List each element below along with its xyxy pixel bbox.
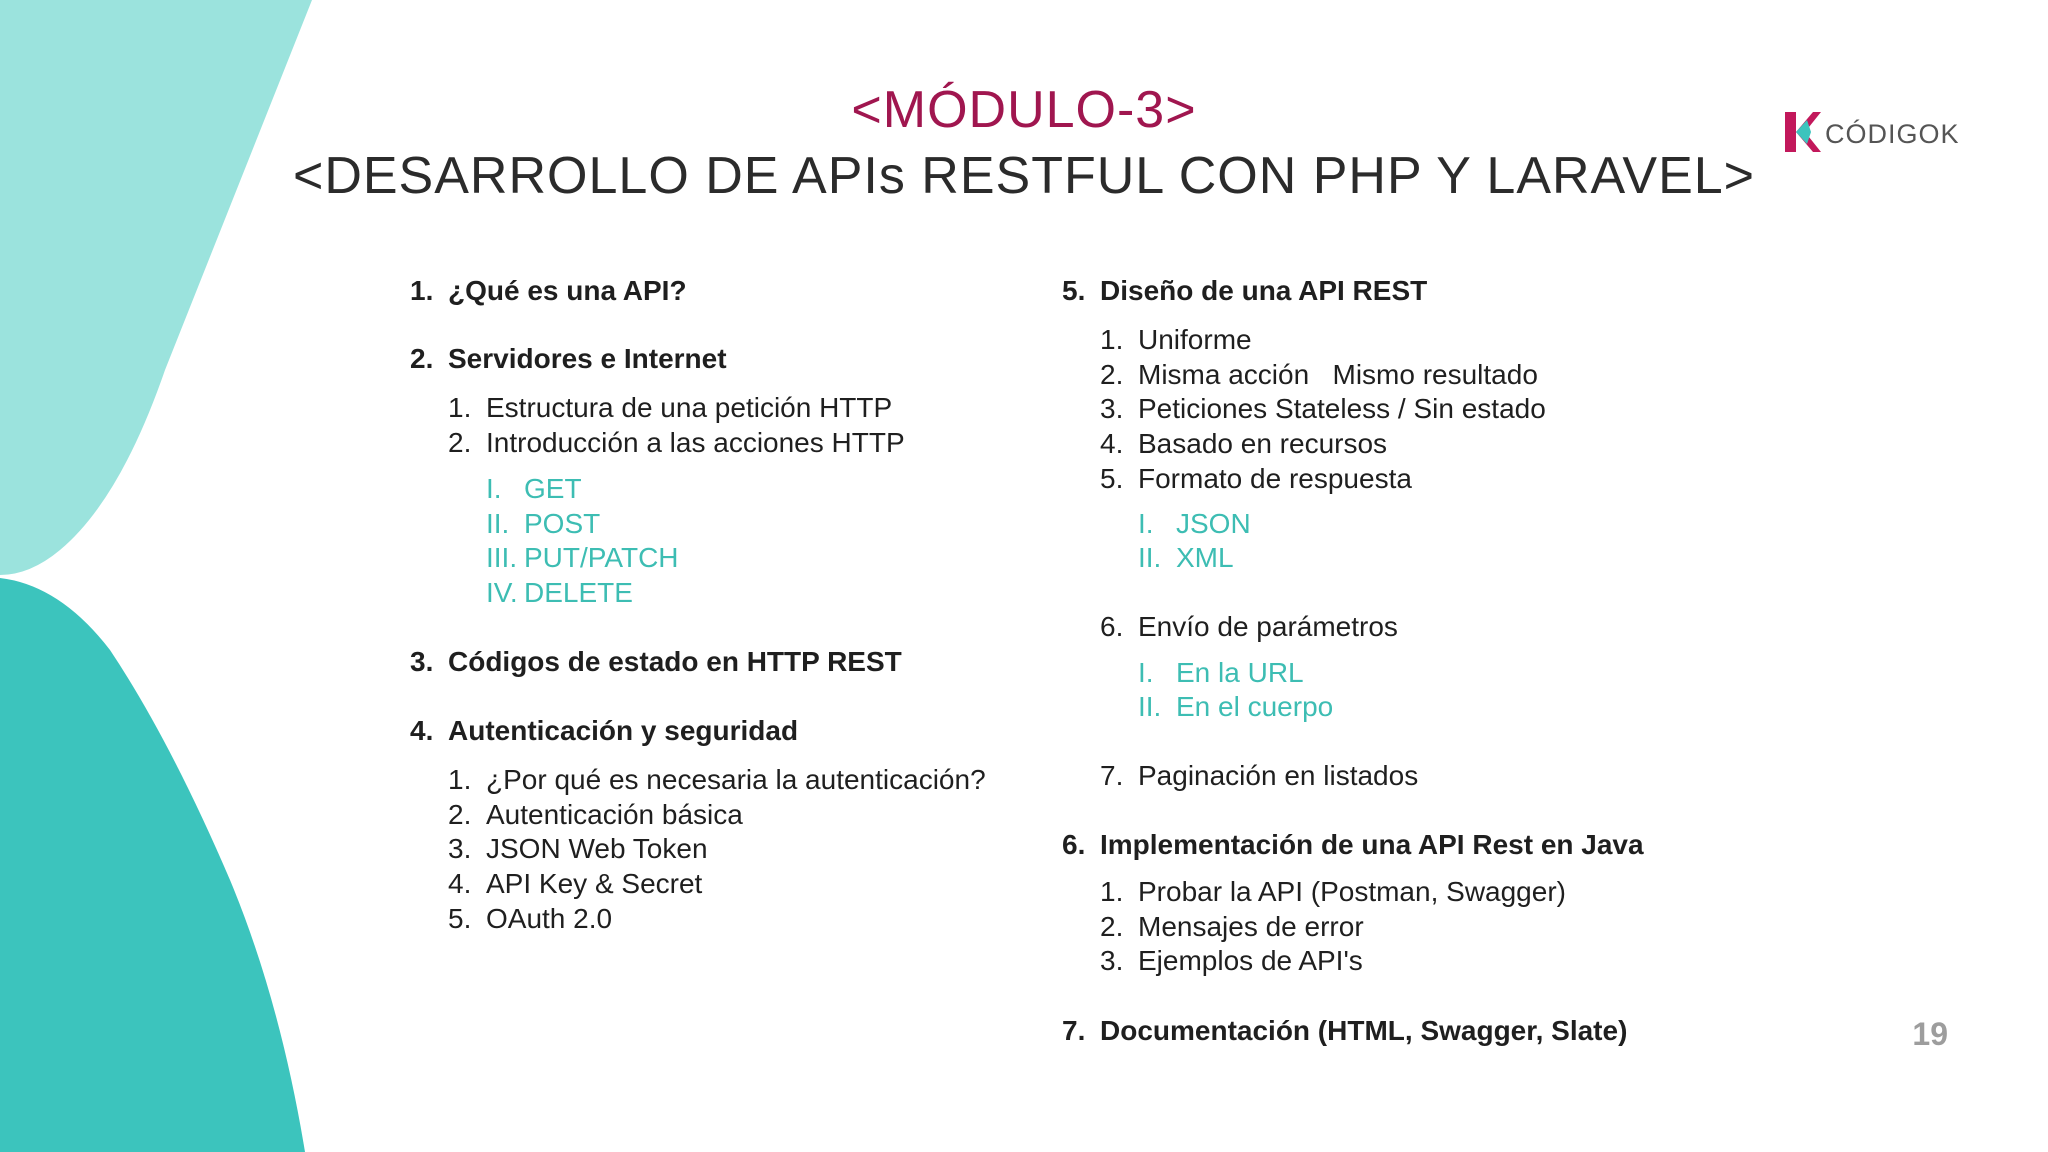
dark-teal-shape — [0, 578, 305, 1152]
list-item: 7. Paginación en listados — [1100, 760, 1419, 791]
section-3: 3. Códigos de estado en HTTP REST — [410, 646, 902, 677]
list-item: 3. Ejemplos de API's — [1100, 945, 1363, 976]
section-2: 2. Servidores e Internet — [410, 343, 727, 374]
list-item: 4. Basado en recursos — [1100, 428, 1388, 459]
roman-item: II. XML — [1138, 542, 1234, 573]
list-item: 2. Mensajes de error — [1100, 911, 1364, 942]
codigok-logo — [1783, 110, 1983, 154]
list-item: 1. Estructura de una petición HTTP — [448, 392, 893, 423]
list-item: 5. OAuth 2.0 — [448, 903, 613, 934]
list-item: 3. JSON Web Token — [448, 833, 708, 864]
roman-item: IV. DELETE — [486, 577, 633, 608]
page-number: 19 — [1912, 1016, 1948, 1052]
list-item: 5. Formato de respuesta — [1100, 463, 1412, 494]
roman-item: I. JSON — [1138, 508, 1251, 539]
list-item: 1. Uniforme — [1100, 324, 1252, 355]
logo-text: CÓDIGOK — [1825, 119, 1960, 149]
section-5: 5. Diseño de una API REST — [1062, 275, 1428, 306]
list-item: 6. Envío de parámetros — [1100, 611, 1398, 642]
logo-k-icon — [1783, 110, 1821, 154]
list-item: 3. Peticiones Stateless / Sin estado — [1100, 393, 1546, 424]
roman-item: II. En el cuerpo — [1138, 691, 1334, 722]
roman-item: I. GET — [486, 473, 582, 504]
module-title: <MÓDULO-3> — [851, 81, 1197, 139]
list-item: 1. ¿Por qué es necesaria la autenticación? — [448, 764, 986, 795]
section-6: 6. Implementación de una API Rest en Java — [1062, 829, 1644, 860]
roman-item: III. PUT/PATCH — [486, 542, 679, 573]
list-item: 2. Misma acción Mismo resultado — [1100, 359, 1538, 390]
course-title: <DESARROLLO DE APIs RESTFUL CON PHP Y LARAVEL> — [292, 147, 1756, 205]
roman-item: II. POST — [486, 508, 601, 539]
list-item: 4. API Key & Secret — [448, 868, 703, 899]
roman-item: I. En la URL — [1138, 657, 1304, 688]
section-7: 7. Documentación (HTML, Swagger, Slate) — [1062, 1015, 1628, 1046]
list-item: 2. Autenticación básica — [448, 799, 743, 830]
section-4: 4. Autenticación y seguridad — [410, 715, 799, 746]
list-item: 2. Introducción a las acciones HTTP — [448, 427, 905, 458]
section-1: 1. ¿Qué es una API? — [410, 275, 687, 306]
list-item: 1. Probar la API (Postman, Swagger) — [1100, 876, 1566, 907]
